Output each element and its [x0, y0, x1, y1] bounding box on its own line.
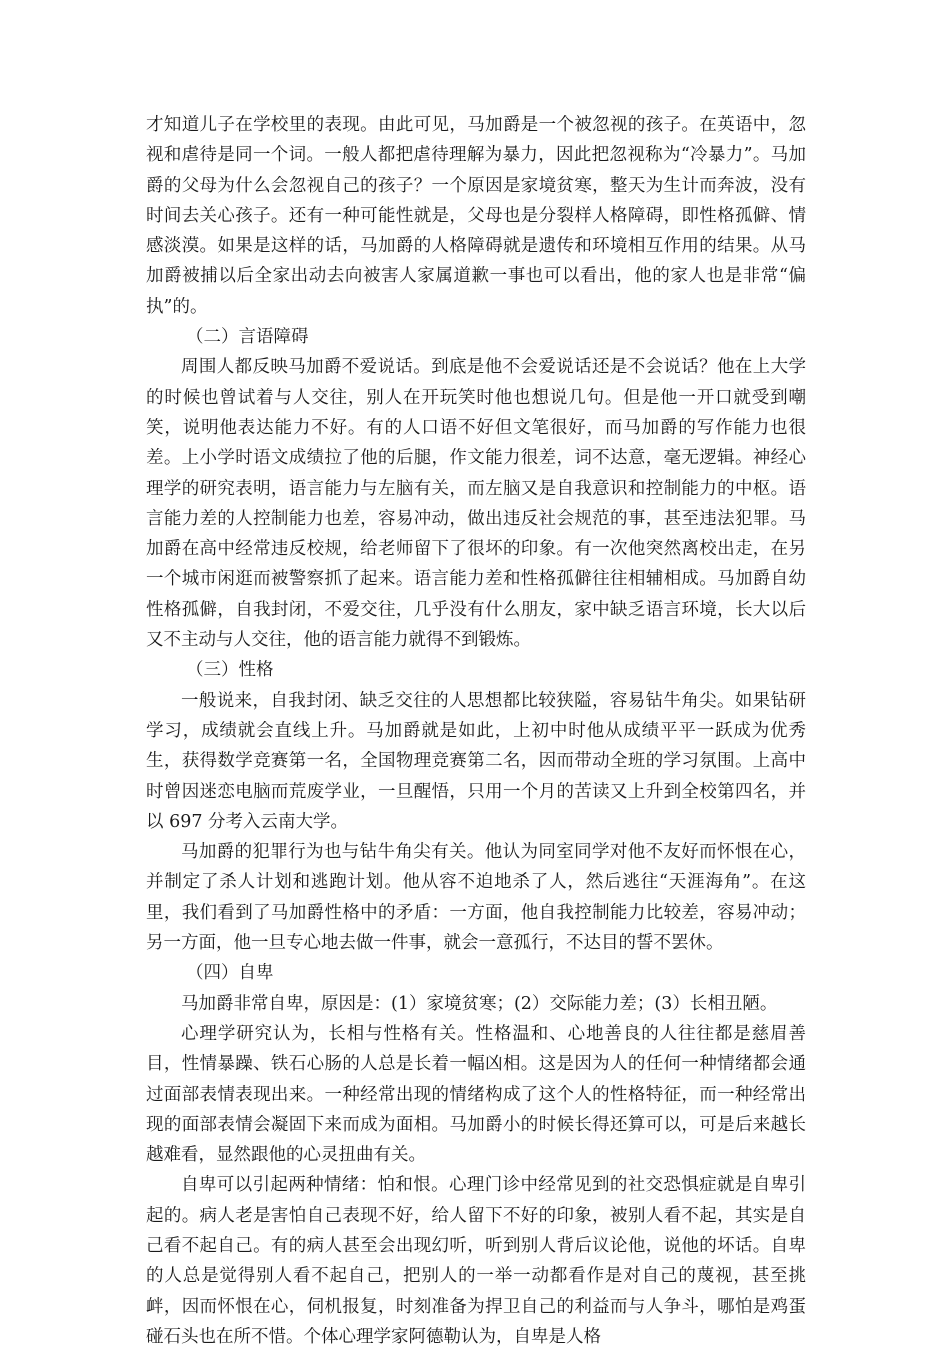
paragraph: 自卑可以引起两种情绪：怕和恨。心理门诊中经常见到的社交恐惧症就是自卑引起的。病人老是害怕自己表现不好，给人留下不好的印象，被别人看不起，其实是自己看不起自己。有的病人甚至会出现幻听，听到别人背后议论他，说他的坏话。自卑的人总是觉得别人看不起自己，把别人的一举一动都看作是对自己的蔑视，甚至挑衅，因而怀恨在心，伺机报复，时刻准备为捍卫自己的利益而与人争斗，哪怕是鸡蛋碰石头也在所不惜。个体心理学家阿德勒认为，自卑是人格 — [146, 1175, 806, 1347]
section-heading: （四）自卑 — [186, 963, 274, 984]
paragraph: 一般说来，自我封闭、缺乏交往的人思想都比较狭隘，容易钻牛角尖。如果钻研学习，成绩就会直线上升。马加爵就是如此，上初中时他从成绩平平一跃成为优秀生，获得数学竞赛第一名，全国物理竞赛第二名，因而带动全班的学习氛围。上高中时曾因迷恋电脑而荒废学业，一旦醒悟，只用一个月的苦读又上升到全校第四名，并以 697 分考入云南大学。 — [146, 690, 806, 832]
paragraph: 马加爵非常自卑，原因是：(1）家境贫寒；(2）交际能力差；(3）长相丑陋。 — [181, 993, 778, 1014]
paragraph: 马加爵的犯罪行为也与钻牛角尖有关。他认为同室同学对他不友好而怀恨在心，并制定了杀人计划和逃跑计划。他从容不迫地杀了人，然后逃往“天涯海角”。在这里，我们看到了马加爵性格中的矛盾：一方面，他自我控制能力比较差，容易冲动；另一方面，他一旦专心地去做一件事，就会一意孤行，不达目的誓不罢休。 — [146, 842, 806, 954]
paragraph: 心理学研究认为，长相与性格有关。性格温和、心地善良的人往往都是慈眉善目，性情暴躁、铁石心肠的人总是长着一幅凶相。这是因为人的任何一种情绪都会通过面部表情表现出来。一种经常出现的情绪构成了这个人的性格特征，而一种经常出现的面部表情会凝固下来而成为面相。马加爵小的时候长得还算可以，可是后来越长越难看，显然跟他的心灵扭曲有关。 — [146, 1023, 806, 1166]
paragraph: 才知道儿子在学校里的表现。由此可见，马加爵是一个被忽视的孩子。在英语中，忽视和虐待是同一个词。一般人都把虐待理解为暴力，因此把忽视称为“冷暴力”。马加爵的父母为什么会忽视自己的孩子？一个原因是家境贫寒，整天为生计而奔波，没有时间去关心孩子。还有一种可能性就是，父母也是分裂样人格障碍，即性格孤僻、情感淡漠。如果是这样的话，马加爵的人格障碍就是遗传和环境相互作用的结果。从马加爵被捕以后全家出动去向被害人家属道歉一事也可以看出，他的家人也是非常“偏执”的。 — [146, 115, 806, 317]
section-heading: （二）言语障碍 — [186, 327, 309, 348]
document-body — [146, 110, 806, 1352]
section-heading: （三）性格 — [186, 660, 274, 681]
paragraph: 周围人都反映马加爵不爱说话。到底是他不会爱说话还是不会说话？他在上大学的时候也曾试着与人交往，别人在开玩笑时他也想说几句。但是他一开口就受到嘲笑，说明他表达能力不好。有的人口语不好但文笔很好，而马加爵的写作能力也很差。上小学时语文成绩拉了他的后腿，作文能力很差，词不达意，毫无逻辑。神经心理学的研究表明，语言能力与左脑有关，而左脑又是自我意识和控制能力的中枢。语言能力差的人控制能力也差，容易冲动，做出违反社会规范的事，甚至违法犯罪。马加爵在高中经常违反校规，给老师留下了很坏的印象。有一次他突然离校出走，在另一个城市闲逛而被警察抓了起来。语言能力差和性格孤僻往往相辅相成。马加爵自幼性格孤僻，自我封闭，不爱交往，几乎没有什么朋友，家中缺乏语言环境，长大以后又不主动与人交往，他的语言能力就得不到锻炼。 — [146, 357, 806, 651]
